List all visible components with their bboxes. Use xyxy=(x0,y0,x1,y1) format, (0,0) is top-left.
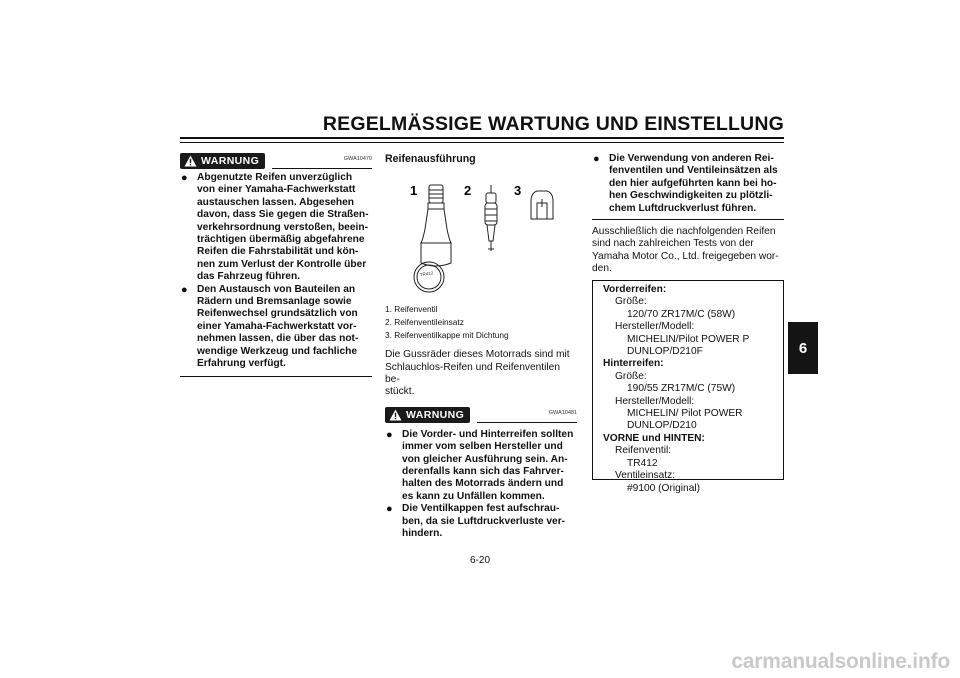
tire-spec-box xyxy=(592,280,784,494)
spec-value: 120/70 ZR17M/C (58W) xyxy=(627,308,736,320)
chapter-tab[interactable]: 6 xyxy=(788,322,818,374)
spec-value: MICHELIN/ Pilot POWER xyxy=(627,408,743,420)
spec-value: TR412 xyxy=(627,457,658,469)
right-column xyxy=(592,153,784,276)
caution-list xyxy=(592,153,784,215)
warning-badge xyxy=(180,153,265,169)
valve-core-drawing xyxy=(485,185,497,251)
header-rule xyxy=(180,137,784,139)
figure-number-1: 1 xyxy=(410,183,418,199)
spec-label: Größe: xyxy=(615,370,647,382)
header-rule-thin xyxy=(180,142,784,143)
legend-item: 3. Reifenventilkappe mit Dichtung xyxy=(385,329,509,340)
spec-label: Hersteller/Modell: xyxy=(615,321,695,333)
bullet-icon: ● xyxy=(386,503,393,516)
section-end-rule xyxy=(592,219,784,220)
bullet-icon: ● xyxy=(593,153,600,165)
warning-code: GWA10470 xyxy=(343,156,372,162)
left-column xyxy=(180,153,372,377)
warning-end-rule xyxy=(180,376,372,377)
spec-label: Hersteller/Modell: xyxy=(615,395,695,407)
page-title: REGELMÄSSIGE WARTUNG UND EINSTELLUNG xyxy=(322,113,784,135)
warning-rule xyxy=(477,422,577,423)
footer-watermark[interactable]: carmanualsonline.info xyxy=(731,650,950,673)
legend-item: 2. Reifenventileinsatz xyxy=(385,317,464,327)
cap-marking: TR412 xyxy=(419,270,434,278)
spec-label: Größe: xyxy=(615,296,647,308)
list-item: ● Den Austausch von Bauteilen an Rädern und Bremsanlage sowie Reifenwechsel grundsätzlich von einer Yamaha-Fachwerkstatt vor- nehmen lassen, die über das not- wendige Werkzeug und fachliche Erfahrung verfügt. xyxy=(181,283,359,370)
tire-valve-drawing xyxy=(421,185,451,266)
bullet-icon: ● xyxy=(181,172,188,184)
spec-rear-title: Hinterreifen: xyxy=(603,358,664,370)
page-number: 6-20 xyxy=(469,555,490,566)
list-item: ● Die Verwendung von anderen Rei- fenventilen und Ventileinsätzen als den hier aufgeführten kann bei ho- hen Geschwindigkeiten zu plötzli- chem Luftdruckverlust führen. xyxy=(593,153,778,214)
list-item: ● Abgenutzte Reifen unverzüglich von einer Yamaha-Fachwerkstatt austauschen lassen. Abgesehen davon, dass Sie gegen die Straßen- verkehrsordnung verstoßen, beein- trächtigen übermäßig abgefahrene Reifen die Fahrstabilität und kön- nen zum Verlust der Kontrolle über das Fahrzeug führen. xyxy=(181,172,369,283)
warning-badge xyxy=(385,407,470,423)
paragraph: Die Gussräder dieses Motorrads sind mit Schlauchlos-Reifen und Reifenventilen be- stückt. xyxy=(385,349,570,398)
spec-value: MICHELIN/Pilot POWER P xyxy=(627,333,750,345)
warning-header xyxy=(180,153,372,173)
spec-value: DUNLOP/D210F xyxy=(627,346,703,358)
spec-label: Ventileinsatz: xyxy=(615,470,676,482)
middle-column xyxy=(385,153,577,540)
section-heading: Reifenausführung xyxy=(385,153,476,165)
warning-header xyxy=(385,407,577,427)
figure-number-3: 3 xyxy=(514,183,522,199)
bullet-icon: ● xyxy=(386,428,393,441)
valve-cap-drawing xyxy=(531,191,553,219)
spec-value: DUNLOP/D210 xyxy=(627,420,697,432)
list-item: ● Die Vorder- und Hinterreifen sollten immer vom selben Hersteller und von gleicher Ausführung sein. An- derenfalls kann sich das Fahrver- halten des Motorrads ändern und es kann zu Unfällen kommen. xyxy=(386,428,574,502)
spec-value: #9100 (Original) xyxy=(627,482,701,494)
bullet-icon: ● xyxy=(181,283,188,296)
cap-top-view xyxy=(414,262,444,292)
figure-number-2: 2 xyxy=(464,183,472,199)
warning-code: GWA10481 xyxy=(548,409,577,416)
warning-list xyxy=(180,172,372,371)
warning-rule xyxy=(272,168,372,169)
paragraph: Ausschließlich die nachfolgenden Reifen sind nach zahlreichen Tests von der Yamaha Motor Co., Ltd. freigegeben wor- den. xyxy=(592,226,779,275)
spec-label: Reifenventil: xyxy=(615,445,672,457)
valve-figure xyxy=(385,171,577,293)
spec-front-title: Vorderreifen: xyxy=(603,284,667,295)
figure-legend xyxy=(385,303,577,341)
warning-list xyxy=(385,429,577,541)
legend-item: 1. Reifenventil xyxy=(385,304,438,315)
warning-label: WARNUNG xyxy=(406,408,465,421)
warning-triangle-icon xyxy=(389,409,402,421)
warning-triangle-icon xyxy=(184,155,197,167)
spec-value: 190/55 ZR17M/C (75W) xyxy=(627,383,736,395)
warning-label: WARNUNG xyxy=(201,154,260,167)
spec-both-title: VORNE und HINTEN: xyxy=(603,432,705,444)
list-item: ● Die Ventilkappen fest aufschrau- ben, da sie Luftdruckverluste ver- hindern. xyxy=(386,503,566,540)
